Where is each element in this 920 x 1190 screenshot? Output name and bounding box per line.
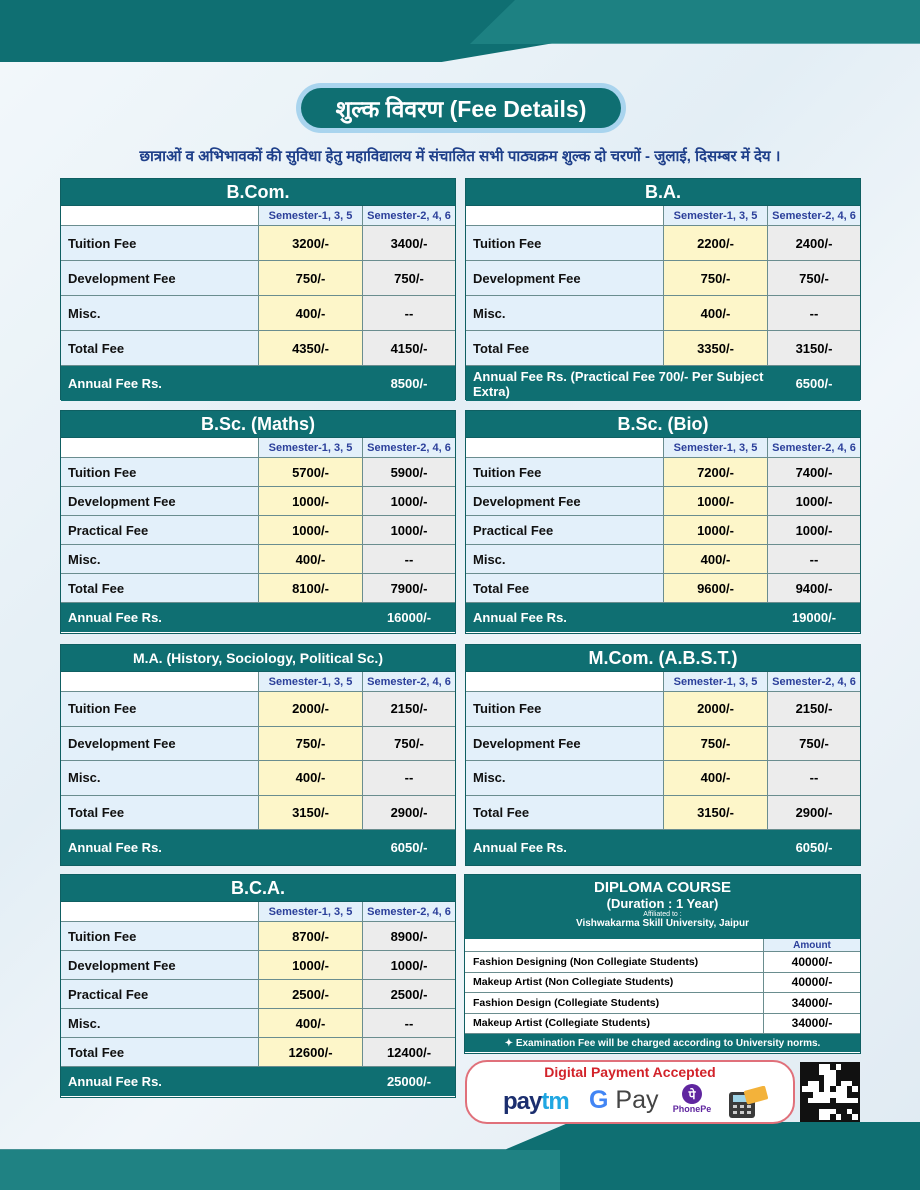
fee-semester-1: 1000/- bbox=[259, 516, 363, 544]
fee-table-bsc-maths bbox=[60, 410, 456, 634]
fee-semester-1: 1000/- bbox=[259, 951, 363, 979]
semester-header-row bbox=[61, 672, 455, 692]
table-row bbox=[466, 692, 860, 727]
fee-semester-2: 2900/- bbox=[363, 796, 455, 830]
fee-semester-1: 750/- bbox=[259, 261, 363, 295]
semester-2-label: Semester-2, 4, 6 bbox=[363, 206, 455, 225]
gpay-logo bbox=[589, 1086, 658, 1115]
semester-1-label: Semester-1, 3, 5 bbox=[664, 672, 768, 691]
fee-semester-1: 12600/- bbox=[259, 1038, 363, 1066]
fee-label: Tuition Fee bbox=[466, 692, 664, 726]
table-row bbox=[61, 487, 455, 516]
fee-semester-2: 2400/- bbox=[768, 226, 860, 260]
table-title: M.A. (History, Sociology, Political Sc.) bbox=[61, 645, 455, 672]
table-row bbox=[61, 226, 455, 261]
table-title: B.C.A. bbox=[61, 875, 455, 902]
fee-semester-1: 3350/- bbox=[664, 331, 768, 365]
title-pill bbox=[296, 83, 626, 133]
annual-fee-row bbox=[61, 830, 455, 865]
page-subtitle: छात्राओं व अभिभावकों की सुविधा हेतु महाविद्यालय में संचालित सभी पाठ्यक्रम शुल्क दो चरणों - जुलाई, दिसम्बर में देय । bbox=[139, 148, 781, 165]
fee-label: Tuition Fee bbox=[466, 458, 664, 486]
fee-semester-1: 2200/- bbox=[664, 226, 768, 260]
diploma-course-label: Makeup Artist (Collegiate Students) bbox=[465, 1014, 764, 1034]
semester-1-label: Semester-1, 3, 5 bbox=[259, 206, 363, 225]
fee-semester-1: 1000/- bbox=[259, 487, 363, 515]
fee-table-mcom bbox=[465, 644, 861, 866]
fee-label: Development Fee bbox=[466, 261, 664, 295]
table-row bbox=[466, 796, 860, 831]
fee-semester-1: 1000/- bbox=[664, 487, 768, 515]
fee-label: Practical Fee bbox=[61, 980, 259, 1008]
semester-2-label: Semester-2, 4, 6 bbox=[768, 672, 860, 691]
diploma-amount-header bbox=[465, 939, 860, 952]
diploma-row bbox=[465, 993, 860, 1014]
table-row bbox=[61, 516, 455, 545]
semester-1-label: Semester-1, 3, 5 bbox=[664, 206, 768, 225]
table-row bbox=[466, 331, 860, 366]
diploma-course-amount: 34000/- bbox=[791, 1016, 833, 1031]
annual-fee-value: 6500/- bbox=[795, 376, 833, 391]
annual-fee-row bbox=[466, 366, 860, 401]
fee-semester-2: 7400/- bbox=[768, 458, 860, 486]
phonepe-label: PhonePe bbox=[672, 1104, 712, 1114]
fee-label: Misc. bbox=[466, 296, 664, 330]
payment-box bbox=[465, 1060, 795, 1124]
semester-1-label: Semester-1, 3, 5 bbox=[259, 902, 363, 921]
fee-semester-1: 8100/- bbox=[259, 574, 363, 602]
annual-fee-label: Annual Fee Rs. bbox=[473, 839, 567, 855]
annual-fee-value: 6050/- bbox=[390, 839, 428, 855]
fee-table-bca bbox=[60, 874, 456, 1098]
fee-label: Tuition Fee bbox=[61, 226, 259, 260]
fee-label: Development Fee bbox=[61, 261, 259, 295]
semester-blank-cell bbox=[61, 206, 259, 225]
qr-code-icon bbox=[800, 1062, 860, 1122]
diploma-row bbox=[465, 973, 860, 994]
diploma-university: Vishwakarma Skill University, Jaipur bbox=[575, 918, 750, 929]
table-row bbox=[466, 458, 860, 487]
semester-2-label: Semester-2, 4, 6 bbox=[768, 206, 860, 225]
fee-semester-2: 1000/- bbox=[363, 951, 455, 979]
table-row bbox=[466, 226, 860, 261]
diploma-table bbox=[464, 874, 861, 1054]
annual-fee-row bbox=[61, 603, 455, 632]
top-decor-band-light bbox=[470, 0, 920, 44]
fee-label: Total Fee bbox=[61, 331, 259, 365]
diploma-course-label: Makeup Artist (Non Collegiate Students) bbox=[465, 973, 764, 993]
table-row bbox=[466, 727, 860, 762]
fee-semester-1: 5700/- bbox=[259, 458, 363, 486]
semester-2-label: Semester-2, 4, 6 bbox=[363, 902, 455, 921]
bottom-decor-band-light bbox=[0, 1150, 560, 1190]
table-row bbox=[61, 761, 455, 796]
fee-semester-1: 750/- bbox=[664, 727, 768, 761]
table-row bbox=[466, 487, 860, 516]
fee-semester-1: 1000/- bbox=[664, 516, 768, 544]
annual-fee-value: 19000/- bbox=[791, 610, 837, 625]
fee-semester-2: 7900/- bbox=[363, 574, 455, 602]
diploma-course-amount: 40000/- bbox=[791, 975, 833, 990]
fee-semester-1: 3200/- bbox=[259, 226, 363, 260]
fee-semester-1: 400/- bbox=[259, 545, 363, 573]
fee-semester-2: 750/- bbox=[768, 727, 860, 761]
table-row bbox=[61, 922, 455, 951]
fee-semester-2: 9400/- bbox=[768, 574, 860, 602]
fee-label: Practical Fee bbox=[61, 516, 259, 544]
gpay-logo-text: Pay bbox=[608, 1086, 659, 1114]
fee-label: Tuition Fee bbox=[61, 692, 259, 726]
fee-semester-2: 5900/- bbox=[363, 458, 455, 486]
diploma-course-label: Fashion Designing (Non Collegiate Students) bbox=[465, 952, 764, 972]
table-row bbox=[466, 574, 860, 603]
semester-blank-cell bbox=[466, 672, 664, 691]
diploma-course-label: Fashion Design (Collegiate Students) bbox=[465, 993, 764, 1013]
fee-semester-2: 3400/- bbox=[363, 226, 455, 260]
fee-semester-2: -- bbox=[363, 545, 455, 573]
fee-semester-1: 7200/- bbox=[664, 458, 768, 486]
semester-2-label: Semester-2, 4, 6 bbox=[768, 438, 860, 457]
fee-label: Tuition Fee bbox=[61, 922, 259, 950]
table-row bbox=[61, 261, 455, 296]
table-row bbox=[61, 574, 455, 603]
fee-semester-2: 750/- bbox=[768, 261, 860, 295]
table-row bbox=[466, 545, 860, 574]
fee-semester-2: -- bbox=[768, 761, 860, 795]
fee-label: Tuition Fee bbox=[466, 226, 664, 260]
fee-semester-1: 400/- bbox=[259, 296, 363, 330]
annual-fee-label: Annual Fee Rs. bbox=[68, 610, 162, 625]
table-row bbox=[61, 980, 455, 1009]
fee-table-ma bbox=[60, 644, 456, 866]
diploma-duration: (Duration : 1 Year) bbox=[606, 896, 719, 911]
table-row bbox=[61, 458, 455, 487]
table-title: M.Com. (A.B.S.T.) bbox=[466, 645, 860, 672]
semester-2-label: Semester-2, 4, 6 bbox=[363, 672, 455, 691]
semester-header-row bbox=[61, 438, 455, 458]
fee-semester-2: 1000/- bbox=[768, 487, 860, 515]
fee-label: Development Fee bbox=[466, 487, 664, 515]
diploma-row bbox=[465, 952, 860, 973]
annual-fee-value: 25000/- bbox=[386, 1074, 432, 1089]
table-row bbox=[466, 761, 860, 796]
semester-header-row bbox=[466, 438, 860, 458]
fee-semester-2: 2500/- bbox=[363, 980, 455, 1008]
fee-semester-2: 1000/- bbox=[768, 516, 860, 544]
fee-semester-1: 400/- bbox=[664, 296, 768, 330]
annual-fee-value: 8500/- bbox=[390, 376, 428, 391]
fee-label: Misc. bbox=[466, 761, 664, 795]
fee-label: Misc. bbox=[466, 545, 664, 573]
annual-fee-row bbox=[466, 830, 860, 865]
fee-semester-1: 400/- bbox=[259, 761, 363, 795]
annual-fee-label: Annual Fee Rs. bbox=[68, 1074, 162, 1089]
fee-label: Total Fee bbox=[61, 1038, 259, 1066]
annual-fee-label: Annual Fee Rs. bbox=[473, 610, 567, 625]
fee-semester-1: 4350/- bbox=[259, 331, 363, 365]
fee-table-ba bbox=[465, 178, 861, 400]
fee-semester-1: 3150/- bbox=[259, 796, 363, 830]
fee-label: Practical Fee bbox=[466, 516, 664, 544]
table-row bbox=[61, 951, 455, 980]
fee-semester-1: 400/- bbox=[259, 1009, 363, 1037]
annual-fee-label: Annual Fee Rs. bbox=[68, 376, 162, 391]
table-row bbox=[61, 1009, 455, 1038]
page-title: शुल्क विवरण (Fee Details) bbox=[301, 88, 621, 128]
fee-semester-1: 2000/- bbox=[664, 692, 768, 726]
fee-semester-1: 8700/- bbox=[259, 922, 363, 950]
fee-semester-2: 4150/- bbox=[363, 331, 455, 365]
diploma-affiliated: Affiliated to : bbox=[643, 911, 682, 918]
semester-blank-cell bbox=[61, 438, 259, 457]
fee-semester-2: -- bbox=[363, 761, 455, 795]
paytm-logo bbox=[503, 1088, 569, 1116]
fee-label: Development Fee bbox=[61, 727, 259, 761]
semester-1-label: Semester-1, 3, 5 bbox=[664, 438, 768, 457]
fee-semester-2: 2150/- bbox=[363, 692, 455, 726]
fee-semester-2: 12400/- bbox=[363, 1038, 455, 1066]
semester-1-label: Semester-1, 3, 5 bbox=[259, 438, 363, 457]
semester-header-row bbox=[466, 672, 860, 692]
annual-fee-label: Annual Fee Rs. (Practical Fee 700/- Per Subject Extra) bbox=[473, 368, 764, 399]
fee-semester-2: 1000/- bbox=[363, 516, 455, 544]
fee-semester-2: -- bbox=[363, 296, 455, 330]
diploma-title: DIPLOMA COURSE bbox=[594, 879, 731, 896]
annual-fee-value: 6050/- bbox=[795, 839, 833, 855]
fee-label: Development Fee bbox=[61, 951, 259, 979]
table-row bbox=[466, 516, 860, 545]
diploma-course-amount: 34000/- bbox=[791, 995, 833, 1010]
table-row bbox=[466, 261, 860, 296]
fee-label: Total Fee bbox=[466, 574, 664, 602]
table-row bbox=[61, 1038, 455, 1067]
card-machine-icon bbox=[725, 1086, 769, 1120]
paytm-logo-pay: pay bbox=[503, 1088, 542, 1115]
gpay-logo-g: G bbox=[589, 1086, 609, 1114]
fee-semester-2: 2900/- bbox=[768, 796, 860, 830]
fee-semester-1: 400/- bbox=[664, 545, 768, 573]
fee-label: Total Fee bbox=[61, 796, 259, 830]
table-row bbox=[61, 727, 455, 762]
semester-header-row bbox=[61, 902, 455, 922]
diploma-note: ✦ Examination Fee will be charged according to University norms. bbox=[465, 1034, 860, 1052]
annual-fee-value: 16000/- bbox=[386, 610, 432, 625]
fee-label: Development Fee bbox=[466, 727, 664, 761]
fee-label: Total Fee bbox=[466, 331, 664, 365]
diploma-amount-label: Amount bbox=[764, 939, 860, 951]
semester-header-row bbox=[466, 206, 860, 226]
fee-label: Total Fee bbox=[61, 574, 259, 602]
fee-semester-2: 3150/- bbox=[768, 331, 860, 365]
fee-semester-2: 750/- bbox=[363, 261, 455, 295]
semester-header-row bbox=[61, 206, 455, 226]
fee-table-bsc-bio bbox=[465, 410, 861, 634]
diploma-blank-cell bbox=[465, 939, 764, 951]
table-row bbox=[466, 296, 860, 331]
fee-label: Misc. bbox=[61, 761, 259, 795]
fee-semester-1: 3150/- bbox=[664, 796, 768, 830]
fee-table-bcom bbox=[60, 178, 456, 400]
fee-label: Misc. bbox=[61, 296, 259, 330]
phonepe-logo bbox=[667, 1084, 717, 1114]
semester-blank-cell bbox=[466, 206, 664, 225]
annual-fee-row bbox=[61, 366, 455, 401]
fee-semester-1: 9600/- bbox=[664, 574, 768, 602]
fee-label: Tuition Fee bbox=[61, 458, 259, 486]
fee-label: Development Fee bbox=[61, 487, 259, 515]
fee-semester-2: 750/- bbox=[363, 727, 455, 761]
diploma-row bbox=[465, 1014, 860, 1035]
fee-semester-1: 400/- bbox=[664, 761, 768, 795]
table-row bbox=[61, 331, 455, 366]
table-row bbox=[61, 545, 455, 574]
table-title: B.Sc. (Bio) bbox=[466, 411, 860, 438]
fee-semester-1: 750/- bbox=[259, 727, 363, 761]
phonepe-symbol: पे bbox=[682, 1084, 702, 1104]
table-title: B.Sc. (Maths) bbox=[61, 411, 455, 438]
table-row bbox=[61, 296, 455, 331]
annual-fee-label: Annual Fee Rs. bbox=[68, 839, 162, 855]
payment-title: Digital Payment Accepted bbox=[544, 1064, 716, 1080]
paytm-logo-tm: tm bbox=[541, 1088, 569, 1115]
fee-semester-2: 8900/- bbox=[363, 922, 455, 950]
table-title: B.A. bbox=[466, 179, 860, 206]
fee-semester-1: 2000/- bbox=[259, 692, 363, 726]
semester-blank-cell bbox=[61, 902, 259, 921]
semester-1-label: Semester-1, 3, 5 bbox=[259, 672, 363, 691]
semester-blank-cell bbox=[466, 438, 664, 457]
table-title: B.Com. bbox=[61, 179, 455, 206]
table-row bbox=[61, 796, 455, 831]
semester-2-label: Semester-2, 4, 6 bbox=[363, 438, 455, 457]
fee-semester-1: 2500/- bbox=[259, 980, 363, 1008]
fee-semester-2: 1000/- bbox=[363, 487, 455, 515]
fee-label: Misc. bbox=[61, 1009, 259, 1037]
table-row bbox=[61, 692, 455, 727]
diploma-course-amount: 40000/- bbox=[791, 954, 833, 969]
fee-label: Misc. bbox=[61, 545, 259, 573]
fee-semester-2: -- bbox=[768, 545, 860, 573]
annual-fee-row bbox=[466, 603, 860, 632]
fee-semester-1: 750/- bbox=[664, 261, 768, 295]
fee-semester-2: -- bbox=[768, 296, 860, 330]
fee-label: Total Fee bbox=[466, 796, 664, 830]
annual-fee-row bbox=[61, 1067, 455, 1096]
fee-semester-2: 2150/- bbox=[768, 692, 860, 726]
fee-semester-2: -- bbox=[363, 1009, 455, 1037]
diploma-header bbox=[465, 875, 860, 939]
semester-blank-cell bbox=[61, 672, 259, 691]
